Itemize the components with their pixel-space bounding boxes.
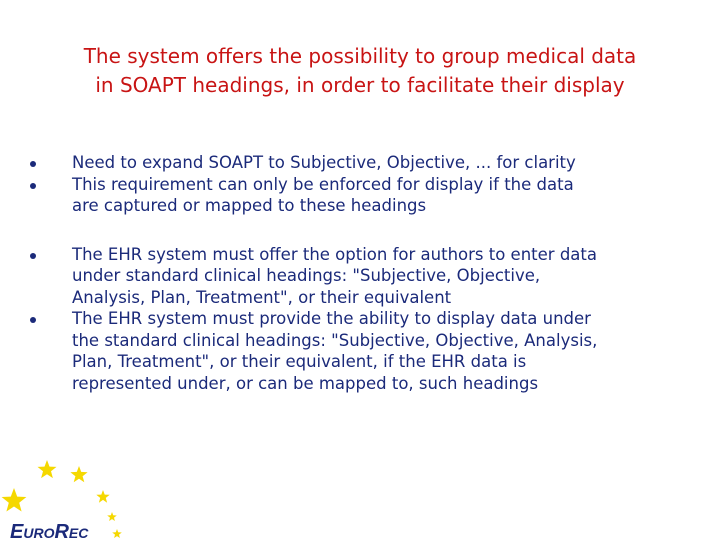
bullet-line: The EHR system must provide the ability to display data under bbox=[72, 309, 591, 328]
logo-text-uro: URO bbox=[23, 525, 55, 540]
logo-text bbox=[10, 521, 89, 540]
logo-text-e: E bbox=[10, 521, 24, 540]
bullet-line: Plan, Treatment", or their equivalent, if the EHR data is bbox=[72, 352, 527, 371]
bullet-line: The EHR system must offer the option for authors to enter data bbox=[72, 244, 597, 264]
bullet-dot-icon bbox=[30, 253, 36, 259]
star-icon bbox=[2, 488, 27, 512]
bullet-dot-icon bbox=[30, 161, 36, 167]
bullet-line: are captured or mapped to these headings bbox=[72, 196, 427, 215]
logo-text-ec: EC bbox=[68, 525, 89, 540]
bullet-item bbox=[30, 152, 690, 174]
star-icon bbox=[107, 512, 117, 521]
bullet-item bbox=[30, 244, 690, 309]
bullet-line: Analysis, Plan, Treatment", or their equivalent bbox=[72, 287, 452, 307]
title-line-1: The system offers the possibility to group medical data bbox=[83, 44, 637, 68]
bullet-dot-icon bbox=[30, 317, 36, 323]
star-icon bbox=[96, 490, 109, 503]
eurorec-logo bbox=[0, 455, 140, 540]
bullet-item bbox=[30, 308, 690, 394]
star-icon bbox=[112, 529, 122, 538]
bullet-item bbox=[30, 174, 690, 217]
slide-title bbox=[20, 42, 700, 100]
title-line-2: in SOAPT headings, in order to facilitate their display bbox=[95, 73, 625, 97]
bullet-list bbox=[30, 152, 690, 394]
star-icon bbox=[38, 460, 57, 478]
star-icon bbox=[70, 466, 87, 482]
bullet-line: Need to expand SOAPT to Subjective, Objective, ... for clarity bbox=[72, 153, 576, 172]
bullet-line: This requirement can only be enforced for display if the data bbox=[72, 174, 574, 194]
bullet-line: under standard clinical headings: "Subjective, Objective, bbox=[72, 266, 541, 285]
logo-text-r: R bbox=[54, 521, 69, 540]
bullet-dot-icon bbox=[30, 183, 36, 189]
bullet-line: the standard clinical headings: "Subjective, Objective, Analysis, bbox=[72, 330, 598, 350]
bullet-line: represented under, or can be mapped to, such headings bbox=[72, 373, 539, 393]
